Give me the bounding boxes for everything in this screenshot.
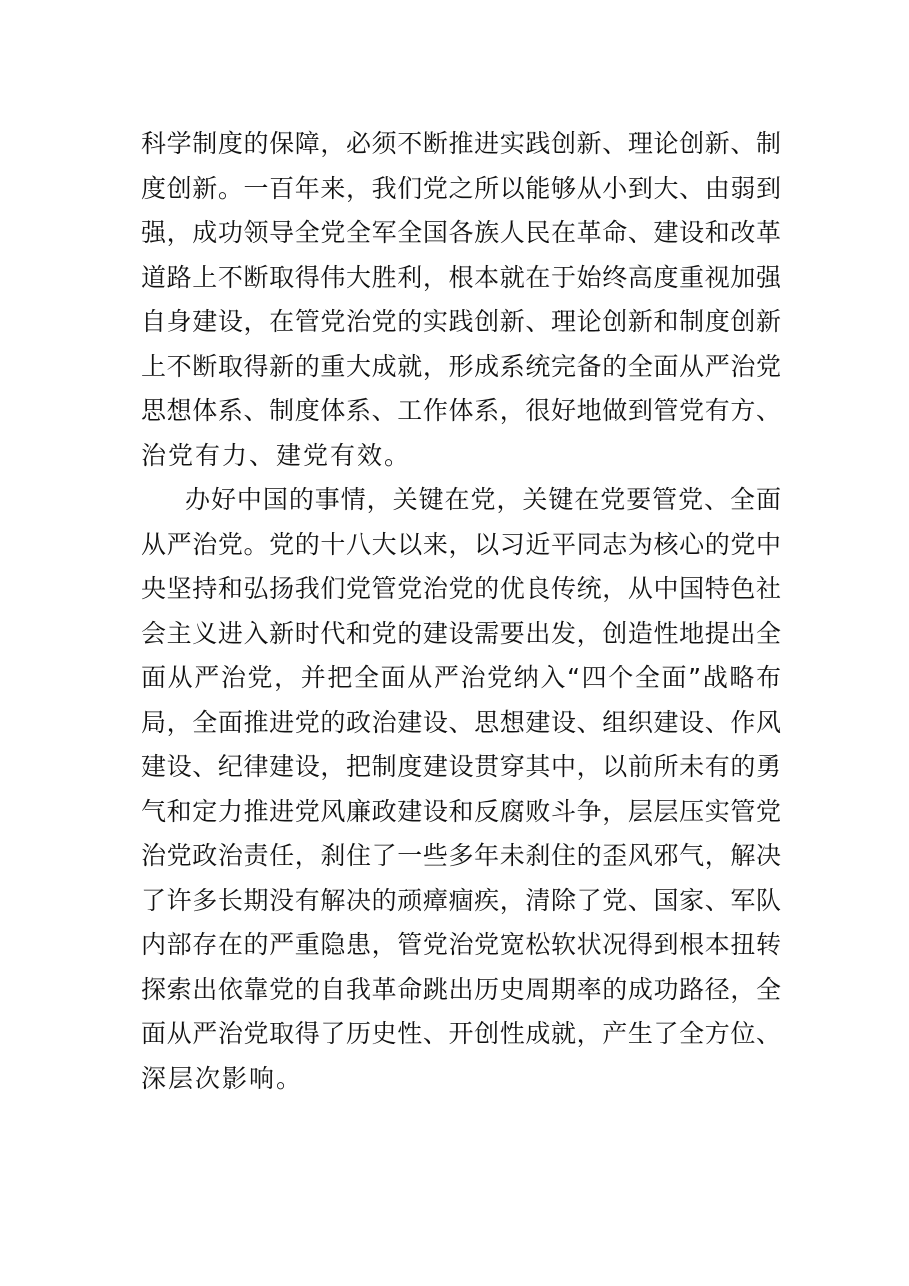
text-line: 自身建设，在管党治党的实践创新、理论创新和制度创新 xyxy=(141,307,781,336)
text-line: 强，成功领导全党全军全国各族人民在革命、建设和改革 xyxy=(141,218,781,247)
text-line: 局，全面推进党的政治建设、思想建设、组织建设、作风 xyxy=(141,707,781,737)
text-line: 了许多长期没有解决的顽瘴痼疾，清除了党、国家、军队 xyxy=(141,885,781,915)
text-line: 会主义进入新时代和党的建设需要出发，创造性地提出全 xyxy=(141,618,781,648)
text-line: 探索出依靠党的自我革命跳出历史周期率的成功路径，全 xyxy=(141,974,781,1004)
text-line: 面从严治党，并把全面从严治党纳入“四个全面”战略布 xyxy=(141,663,781,692)
text-line: 从严治党。党的十八大以来，以习近平同志为核心的党中 xyxy=(141,529,781,559)
text-line: 道路上不断取得伟大胜利，根本就在于始终高度重视加强 xyxy=(141,262,781,292)
text-line: 办好中国的事情，关键在党，关键在党要管党、全面 xyxy=(185,485,781,514)
text-line: 上不断取得新的重大成就，形成系统完备的全面从严治党 xyxy=(141,351,781,381)
text-line: 建设、纪律建设，把制度建设贯穿其中，以前所未有的勇 xyxy=(141,752,781,781)
text-line: 央坚持和弘扬我们党管党治党的优良传统，从中国特色社 xyxy=(141,574,781,603)
text-line: 治党政治责任，刹住了一些多年未刹住的歪风邪气，解决 xyxy=(141,841,781,870)
text-line: 内部存在的严重隐患，管党治党宽松软状况得到根本扭转 xyxy=(141,930,781,959)
text-line: 度创新。一百年来，我们党之所以能够从小到大、由弱到 xyxy=(141,173,781,203)
text-line: 面从严治党取得了历史性、开创性成就，产生了全方位、 xyxy=(141,1019,781,1048)
paragraph-1 xyxy=(141,122,781,478)
text-line: 科学制度的保障，必须不断推进实践创新、理论创新、制 xyxy=(141,129,781,158)
body-text xyxy=(141,122,781,1101)
paragraph-2 xyxy=(141,478,781,1101)
text-line: 思想体系、制度体系、工作体系，很好地做到管党有方、 xyxy=(141,396,781,425)
text-line: 气和定力推进党风廉政建设和反腐败斗争，层层压实管党 xyxy=(141,796,781,826)
text-line: 深层次影响。 xyxy=(141,1063,304,1093)
text-line: 治党有力、建党有效。 xyxy=(141,440,412,470)
